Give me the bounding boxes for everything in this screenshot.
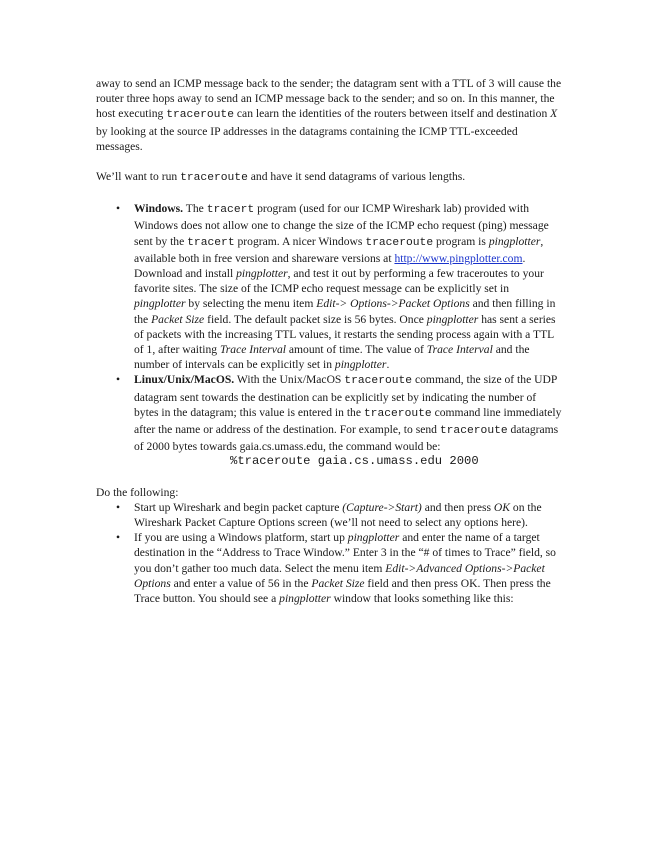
inline-code: traceroute <box>166 109 234 122</box>
inline-code: traceroute <box>180 172 248 185</box>
document-page <box>96 76 562 606</box>
bullet-glyph: • <box>116 202 121 216</box>
list-item-step-2: • If you are using a Windows platform, start up pingplotter and enter the name of a target destination in the “Address to Trace Window.” Enter 3 in the “# of times to Trace” field, so you don’t gather too much data. Select the menu item Edit->Advanced Options->Packet Options and enter a value of 56 in the Packet Size field and then press OK. Then press the Trace button. You should see a pingplotter window that looks something like this: <box>116 531 556 606</box>
run-traceroute-paragraph: We’ll want to run traceroute and have it send datagrams of various lengths. <box>96 170 466 185</box>
do-following-heading: Do the following: <box>96 485 179 499</box>
traceroute-command: %traceroute gaia.cs.umass.edu 2000 <box>230 454 479 469</box>
steps-list <box>96 500 562 606</box>
list-item-windows: • Windows. The tracert program (used for our ICMP Wireshark lab) provided with Windows does not allow one to change the size of the ICMP echo request (ping) message sent by the tracert program. A nicer Windows traceroute program is pingplotter, available both in free version and shareware versions at http://www.pingplotter.com. Download and install pingplotter, and test it out by performing a few traceroutes to your favorite sites. The size of the ICMP echo request message can be explicitly set in pingplotter by selecting the menu item Edit-> Options->Packet Options and then filling in the Packet Size field. The default packet size is 56 bytes. Once pingplotter has sent a series of packets with the increasing TTL values, it restarts the sending process again with a TTL of 1, after waiting Trace Interval amount of time. The value of Trace Interval and the number of intervals can be explicitly set in pingplotter. <box>116 202 556 372</box>
pingplotter-link[interactable]: http://www.pingplotter.com <box>394 251 523 265</box>
bullet-glyph: • <box>116 531 121 545</box>
bullet-glyph: • <box>116 373 121 387</box>
platform-list <box>96 201 562 469</box>
intro-paragraph: away to send an ICMP message back to the sender; the datagram sent with a TTL of 3 will cause the router three hops away to send an ICMP message back to the sender; and so on. In this manner, the host executing traceroute can learn the identities of the routers between itself and destination X by looking at the source IP addresses in the datagrams containing the ICMP TTL-exceeded messages. <box>96 77 562 153</box>
list-item-step-1: • Start up Wireshark and begin packet capture (Capture->Start) and then press OK on the Wireshark Packet Capture Options screen (we’ll not need to select any options here). <box>116 500 542 530</box>
windows-heading: Windows. <box>134 202 184 216</box>
bullet-glyph: • <box>116 500 121 514</box>
list-item-linux: • Linux/Unix/MacOS. With the Unix/MacOS traceroute command, the size of the UDP datagram sent towards the destination can be explicitly set by indicating the number of bytes in the datagram; this value is entered in the traceroute command line immediately after the name or address of the destination. For example, to send traceroute datagrams of 2000 bytes towards gaia.cs.umass.edu, the command would be: %traceroute gaia.cs.umass.edu 2000 <box>116 373 562 469</box>
linux-heading: Linux/Unix/MacOS. <box>134 373 235 387</box>
